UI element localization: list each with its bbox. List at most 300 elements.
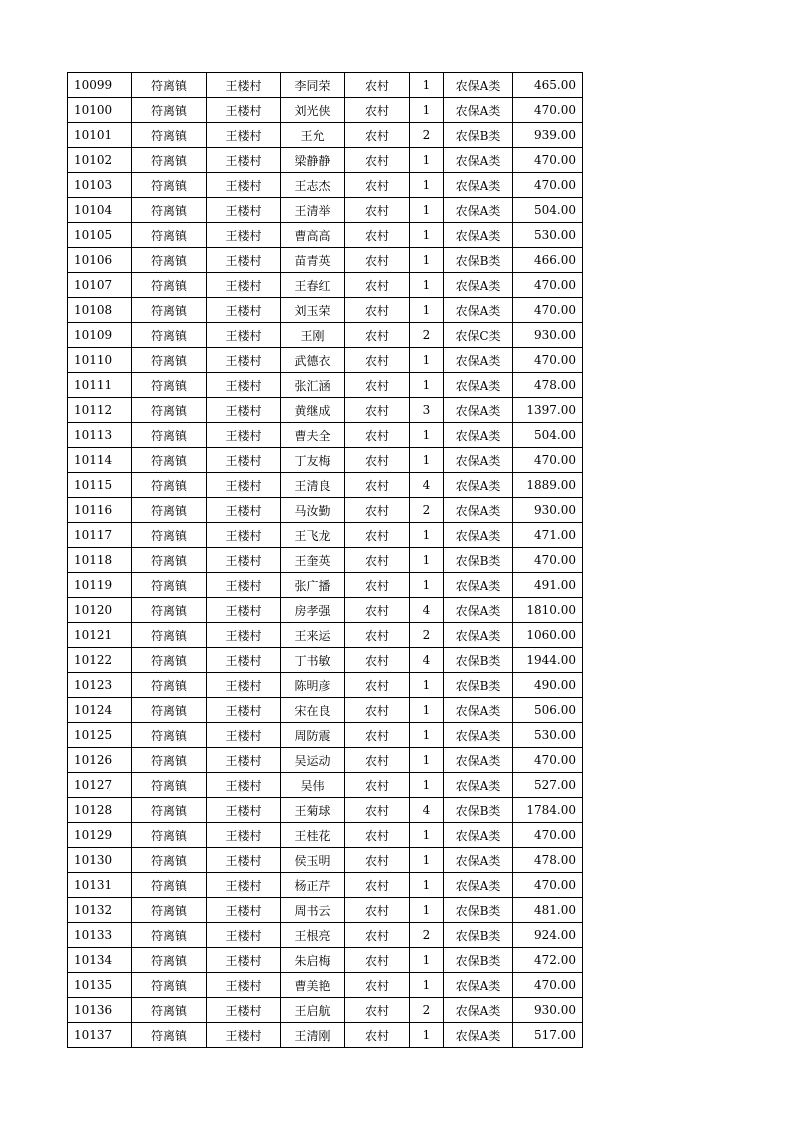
- cell-amount: 470.00: [513, 273, 583, 298]
- cell-id: 10122: [68, 648, 132, 673]
- cell-count: 1: [410, 73, 444, 98]
- cell-town: 符离镇: [132, 373, 207, 398]
- cell-amount: 930.00: [513, 498, 583, 523]
- cell-type: 农村: [345, 473, 410, 498]
- cell-name: 曹夫全: [281, 423, 345, 448]
- cell-id: 10103: [68, 173, 132, 198]
- cell-town: 符离镇: [132, 648, 207, 673]
- cell-village: 王楼村: [207, 573, 281, 598]
- cell-id: 10116: [68, 498, 132, 523]
- cell-id: 10129: [68, 823, 132, 848]
- cell-name: 吴伟: [281, 773, 345, 798]
- table-row: [68, 498, 583, 523]
- cell-amount: 478.00: [513, 848, 583, 873]
- cell-name: 王清刚: [281, 1023, 345, 1048]
- cell-type: 农村: [345, 948, 410, 973]
- cell-town: 符离镇: [132, 1023, 207, 1048]
- table-row: [68, 548, 583, 573]
- cell-name: 吴运动: [281, 748, 345, 773]
- table-row: [68, 1023, 583, 1048]
- table-row: [68, 223, 583, 248]
- cell-name: 王清良: [281, 473, 345, 498]
- cell-village: 王楼村: [207, 923, 281, 948]
- cell-town: 符离镇: [132, 623, 207, 648]
- cell-name: 丁书敏: [281, 648, 345, 673]
- cell-town: 符离镇: [132, 73, 207, 98]
- cell-village: 王楼村: [207, 823, 281, 848]
- cell-type: 农村: [345, 598, 410, 623]
- table-row: [68, 148, 583, 173]
- cell-category: 农保A类: [444, 98, 513, 123]
- cell-amount: 930.00: [513, 998, 583, 1023]
- cell-amount: 504.00: [513, 423, 583, 448]
- cell-town: 符离镇: [132, 523, 207, 548]
- cell-count: 4: [410, 473, 444, 498]
- cell-amount: 490.00: [513, 673, 583, 698]
- cell-amount: 1397.00: [513, 398, 583, 423]
- table-row: [68, 523, 583, 548]
- cell-id: 10125: [68, 723, 132, 748]
- cell-village: 王楼村: [207, 373, 281, 398]
- cell-name: 陈明彦: [281, 673, 345, 698]
- cell-count: 1: [410, 948, 444, 973]
- table-row: [68, 448, 583, 473]
- cell-category: 农保A类: [444, 723, 513, 748]
- cell-id: 10118: [68, 548, 132, 573]
- cell-category: 农保A类: [444, 473, 513, 498]
- cell-count: 1: [410, 173, 444, 198]
- cell-name: 王启航: [281, 998, 345, 1023]
- cell-town: 符离镇: [132, 198, 207, 223]
- cell-type: 农村: [345, 148, 410, 173]
- cell-village: 王楼村: [207, 223, 281, 248]
- table-row: [68, 698, 583, 723]
- cell-category: 农保A类: [444, 398, 513, 423]
- cell-type: 农村: [345, 373, 410, 398]
- cell-count: 1: [410, 223, 444, 248]
- cell-category: 农保B类: [444, 648, 513, 673]
- cell-amount: 506.00: [513, 698, 583, 723]
- cell-amount: 470.00: [513, 148, 583, 173]
- cell-category: 农保B类: [444, 673, 513, 698]
- cell-id: 10100: [68, 98, 132, 123]
- cell-village: 王楼村: [207, 598, 281, 623]
- table-body: [68, 73, 583, 1048]
- cell-village: 王楼村: [207, 148, 281, 173]
- cell-category: 农保A类: [444, 573, 513, 598]
- cell-village: 王楼村: [207, 673, 281, 698]
- cell-amount: 491.00: [513, 573, 583, 598]
- cell-type: 农村: [345, 848, 410, 873]
- cell-village: 王楼村: [207, 273, 281, 298]
- cell-name: 王飞龙: [281, 523, 345, 548]
- cell-count: 1: [410, 848, 444, 873]
- cell-amount: 1784.00: [513, 798, 583, 823]
- cell-category: 农保A类: [444, 298, 513, 323]
- cell-count: 1: [410, 673, 444, 698]
- cell-category: 农保B类: [444, 923, 513, 948]
- cell-village: 王楼村: [207, 973, 281, 998]
- table-row: [68, 748, 583, 773]
- cell-count: 2: [410, 323, 444, 348]
- table-row: [68, 98, 583, 123]
- cell-name: 曹高高: [281, 223, 345, 248]
- cell-village: 王楼村: [207, 423, 281, 448]
- cell-amount: 466.00: [513, 248, 583, 273]
- table-row: [68, 198, 583, 223]
- cell-town: 符离镇: [132, 823, 207, 848]
- table-row: [68, 473, 583, 498]
- cell-name: 王根亮: [281, 923, 345, 948]
- cell-category: 农保A类: [444, 73, 513, 98]
- cell-name: 王清举: [281, 198, 345, 223]
- cell-amount: 470.00: [513, 548, 583, 573]
- table-row: [68, 298, 583, 323]
- cell-village: 王楼村: [207, 848, 281, 873]
- table-row: [68, 848, 583, 873]
- cell-type: 农村: [345, 798, 410, 823]
- cell-category: 农保A类: [444, 773, 513, 798]
- cell-id: 10134: [68, 948, 132, 973]
- cell-type: 农村: [345, 323, 410, 348]
- cell-category: 农保A类: [444, 148, 513, 173]
- cell-count: 1: [410, 723, 444, 748]
- cell-count: 1: [410, 748, 444, 773]
- cell-category: 农保B类: [444, 798, 513, 823]
- cell-type: 农村: [345, 698, 410, 723]
- cell-id: 10132: [68, 898, 132, 923]
- cell-count: 2: [410, 923, 444, 948]
- table-row: [68, 998, 583, 1023]
- cell-id: 10124: [68, 698, 132, 723]
- cell-id: 10126: [68, 748, 132, 773]
- cell-amount: 530.00: [513, 223, 583, 248]
- cell-id: 10115: [68, 473, 132, 498]
- table-row: [68, 323, 583, 348]
- cell-name: 王刚: [281, 323, 345, 348]
- cell-count: 1: [410, 898, 444, 923]
- cell-village: 王楼村: [207, 248, 281, 273]
- cell-count: 2: [410, 998, 444, 1023]
- cell-town: 符离镇: [132, 98, 207, 123]
- cell-type: 农村: [345, 873, 410, 898]
- cell-town: 符离镇: [132, 798, 207, 823]
- cell-town: 符离镇: [132, 598, 207, 623]
- cell-village: 王楼村: [207, 173, 281, 198]
- cell-id: 10130: [68, 848, 132, 873]
- cell-amount: 472.00: [513, 948, 583, 973]
- cell-village: 王楼村: [207, 73, 281, 98]
- cell-amount: 517.00: [513, 1023, 583, 1048]
- cell-id: 10128: [68, 798, 132, 823]
- cell-type: 农村: [345, 298, 410, 323]
- cell-town: 符离镇: [132, 423, 207, 448]
- cell-count: 4: [410, 648, 444, 673]
- cell-type: 农村: [345, 773, 410, 798]
- cell-name: 王允: [281, 123, 345, 148]
- cell-village: 王楼村: [207, 698, 281, 723]
- cell-town: 符离镇: [132, 723, 207, 748]
- cell-id: 10123: [68, 673, 132, 698]
- table-row: [68, 273, 583, 298]
- table-row: [68, 398, 583, 423]
- cell-name: 刘光侠: [281, 98, 345, 123]
- table-row: [68, 898, 583, 923]
- cell-amount: 470.00: [513, 748, 583, 773]
- cell-amount: 939.00: [513, 123, 583, 148]
- cell-village: 王楼村: [207, 623, 281, 648]
- cell-village: 王楼村: [207, 648, 281, 673]
- cell-id: 10133: [68, 923, 132, 948]
- cell-amount: 478.00: [513, 373, 583, 398]
- cell-category: 农保B类: [444, 548, 513, 573]
- cell-type: 农村: [345, 723, 410, 748]
- cell-town: 符离镇: [132, 323, 207, 348]
- cell-type: 农村: [345, 923, 410, 948]
- cell-category: 农保A类: [444, 748, 513, 773]
- cell-amount: 1889.00: [513, 473, 583, 498]
- cell-village: 王楼村: [207, 748, 281, 773]
- cell-category: 农保A类: [444, 423, 513, 448]
- cell-id: 10111: [68, 373, 132, 398]
- cell-category: 农保A类: [444, 273, 513, 298]
- cell-id: 10112: [68, 398, 132, 423]
- cell-count: 1: [410, 773, 444, 798]
- cell-type: 农村: [345, 1023, 410, 1048]
- cell-town: 符离镇: [132, 673, 207, 698]
- cell-count: 2: [410, 498, 444, 523]
- cell-town: 符离镇: [132, 473, 207, 498]
- cell-name: 张汇涵: [281, 373, 345, 398]
- cell-count: 1: [410, 373, 444, 398]
- cell-type: 农村: [345, 98, 410, 123]
- cell-id: 10104: [68, 198, 132, 223]
- cell-town: 符离镇: [132, 548, 207, 573]
- table-row: [68, 373, 583, 398]
- cell-id: 10136: [68, 998, 132, 1023]
- cell-id: 10110: [68, 348, 132, 373]
- cell-category: 农保A类: [444, 373, 513, 398]
- cell-category: 农保A类: [444, 498, 513, 523]
- cell-name: 王奎英: [281, 548, 345, 573]
- cell-count: 2: [410, 123, 444, 148]
- cell-town: 符离镇: [132, 498, 207, 523]
- cell-type: 农村: [345, 423, 410, 448]
- cell-amount: 530.00: [513, 723, 583, 748]
- cell-amount: 1810.00: [513, 598, 583, 623]
- table-row: [68, 948, 583, 973]
- cell-type: 农村: [345, 623, 410, 648]
- cell-village: 王楼村: [207, 98, 281, 123]
- cell-town: 符离镇: [132, 898, 207, 923]
- cell-town: 符离镇: [132, 223, 207, 248]
- cell-town: 符离镇: [132, 123, 207, 148]
- cell-name: 周防震: [281, 723, 345, 748]
- cell-village: 王楼村: [207, 198, 281, 223]
- cell-name: 王志杰: [281, 173, 345, 198]
- cell-amount: 465.00: [513, 73, 583, 98]
- cell-amount: 924.00: [513, 923, 583, 948]
- cell-type: 农村: [345, 898, 410, 923]
- table-row: [68, 723, 583, 748]
- table-row: [68, 673, 583, 698]
- cell-category: 农保B类: [444, 248, 513, 273]
- table-row: [68, 973, 583, 998]
- cell-category: 农保A类: [444, 348, 513, 373]
- cell-type: 农村: [345, 348, 410, 373]
- table-row: [68, 248, 583, 273]
- cell-count: 1: [410, 698, 444, 723]
- table-row: [68, 123, 583, 148]
- cell-village: 王楼村: [207, 1023, 281, 1048]
- cell-count: 1: [410, 273, 444, 298]
- cell-category: 农保A类: [444, 973, 513, 998]
- cell-town: 符离镇: [132, 248, 207, 273]
- cell-type: 农村: [345, 748, 410, 773]
- table-row: [68, 573, 583, 598]
- cell-town: 符离镇: [132, 923, 207, 948]
- cell-village: 王楼村: [207, 523, 281, 548]
- cell-category: 农保A类: [444, 448, 513, 473]
- cell-category: 农保A类: [444, 848, 513, 873]
- cell-category: 农保A类: [444, 598, 513, 623]
- cell-count: 1: [410, 823, 444, 848]
- cell-village: 王楼村: [207, 398, 281, 423]
- cell-type: 农村: [345, 573, 410, 598]
- cell-amount: 470.00: [513, 973, 583, 998]
- cell-type: 农村: [345, 648, 410, 673]
- cell-count: 1: [410, 98, 444, 123]
- cell-amount: 930.00: [513, 323, 583, 348]
- cell-amount: 470.00: [513, 348, 583, 373]
- cell-town: 符离镇: [132, 773, 207, 798]
- cell-amount: 470.00: [513, 448, 583, 473]
- cell-town: 符离镇: [132, 398, 207, 423]
- cell-id: 10114: [68, 448, 132, 473]
- table-row: [68, 773, 583, 798]
- cell-count: 1: [410, 248, 444, 273]
- cell-category: 农保B类: [444, 898, 513, 923]
- cell-id: 10106: [68, 248, 132, 273]
- table-row: [68, 423, 583, 448]
- cell-amount: 470.00: [513, 173, 583, 198]
- cell-village: 王楼村: [207, 773, 281, 798]
- cell-name: 梁静静: [281, 148, 345, 173]
- cell-type: 农村: [345, 823, 410, 848]
- cell-name: 刘玉荣: [281, 298, 345, 323]
- cell-id: 10105: [68, 223, 132, 248]
- cell-village: 王楼村: [207, 123, 281, 148]
- cell-type: 农村: [345, 273, 410, 298]
- cell-category: 农保B类: [444, 948, 513, 973]
- cell-town: 符离镇: [132, 873, 207, 898]
- cell-town: 符离镇: [132, 698, 207, 723]
- cell-id: 10108: [68, 298, 132, 323]
- cell-town: 符离镇: [132, 948, 207, 973]
- cell-amount: 1060.00: [513, 623, 583, 648]
- cell-count: 1: [410, 1023, 444, 1048]
- table-row: [68, 73, 583, 98]
- cell-id: 10113: [68, 423, 132, 448]
- cell-type: 农村: [345, 248, 410, 273]
- cell-id: 10127: [68, 773, 132, 798]
- cell-count: 1: [410, 873, 444, 898]
- cell-type: 农村: [345, 498, 410, 523]
- cell-name: 黄继成: [281, 398, 345, 423]
- table-row: [68, 873, 583, 898]
- table-row: [68, 823, 583, 848]
- cell-category: 农保A类: [444, 623, 513, 648]
- cell-count: 1: [410, 348, 444, 373]
- cell-type: 农村: [345, 673, 410, 698]
- cell-town: 符离镇: [132, 848, 207, 873]
- cell-village: 王楼村: [207, 498, 281, 523]
- cell-village: 王楼村: [207, 948, 281, 973]
- cell-category: 农保A类: [444, 823, 513, 848]
- cell-category: 农保B类: [444, 123, 513, 148]
- cell-id: 10099: [68, 73, 132, 98]
- cell-village: 王楼村: [207, 473, 281, 498]
- cell-village: 王楼村: [207, 448, 281, 473]
- table-row: [68, 598, 583, 623]
- cell-count: 2: [410, 623, 444, 648]
- cell-count: 1: [410, 298, 444, 323]
- cell-count: 1: [410, 548, 444, 573]
- cell-type: 农村: [345, 448, 410, 473]
- cell-town: 符离镇: [132, 148, 207, 173]
- cell-id: 10121: [68, 623, 132, 648]
- cell-town: 符离镇: [132, 173, 207, 198]
- cell-count: 1: [410, 573, 444, 598]
- cell-village: 王楼村: [207, 348, 281, 373]
- cell-name: 王桂花: [281, 823, 345, 848]
- cell-amount: 470.00: [513, 98, 583, 123]
- cell-village: 王楼村: [207, 873, 281, 898]
- cell-count: 4: [410, 598, 444, 623]
- cell-name: 宋在良: [281, 698, 345, 723]
- cell-count: 4: [410, 798, 444, 823]
- cell-town: 符离镇: [132, 273, 207, 298]
- cell-name: 王菊球: [281, 798, 345, 823]
- cell-count: 1: [410, 423, 444, 448]
- cell-type: 农村: [345, 123, 410, 148]
- cell-id: 10135: [68, 973, 132, 998]
- cell-category: 农保A类: [444, 173, 513, 198]
- cell-amount: 470.00: [513, 298, 583, 323]
- cell-category: 农保A类: [444, 198, 513, 223]
- table-row: [68, 348, 583, 373]
- cell-type: 农村: [345, 523, 410, 548]
- cell-count: 1: [410, 448, 444, 473]
- table-row: [68, 648, 583, 673]
- cell-name: 周书云: [281, 898, 345, 923]
- cell-category: 农保A类: [444, 998, 513, 1023]
- cell-name: 李同荣: [281, 73, 345, 98]
- cell-village: 王楼村: [207, 298, 281, 323]
- cell-name: 曹美艳: [281, 973, 345, 998]
- cell-id: 10137: [68, 1023, 132, 1048]
- table-row: [68, 923, 583, 948]
- cell-town: 符离镇: [132, 748, 207, 773]
- cell-category: 农保C类: [444, 323, 513, 348]
- cell-amount: 481.00: [513, 898, 583, 923]
- cell-town: 符离镇: [132, 298, 207, 323]
- cell-count: 1: [410, 973, 444, 998]
- cell-amount: 504.00: [513, 198, 583, 223]
- cell-id: 10120: [68, 598, 132, 623]
- cell-town: 符离镇: [132, 348, 207, 373]
- cell-type: 农村: [345, 73, 410, 98]
